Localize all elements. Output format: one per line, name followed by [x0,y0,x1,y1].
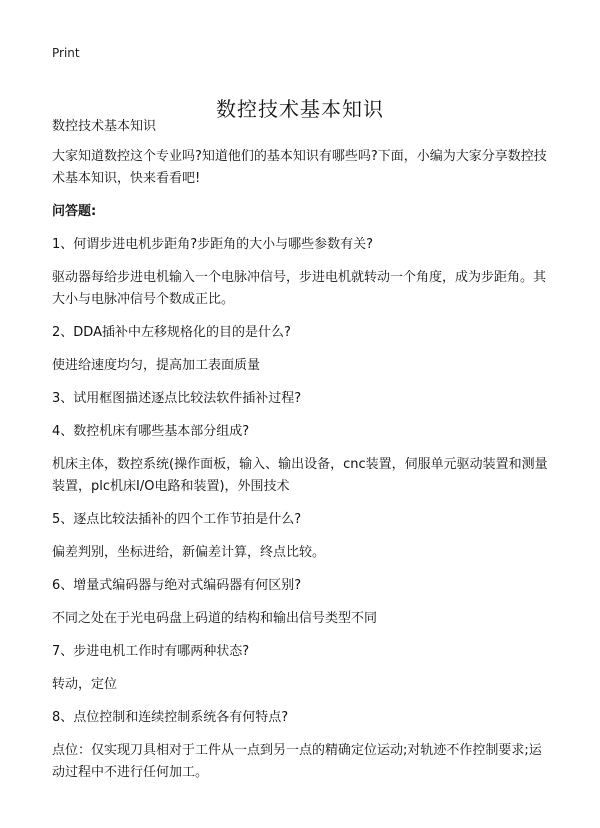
answer-8: 点位：仅实现刀具相对于工件从一点到另一点的精确定位运动;对轨迹不作控制要求;运动过程中不进行任何加工。 [52,743,542,780]
question-7: 7、步进电机工作时有哪两种状态? [52,644,250,659]
question-1: 1、何谓步进电机步距角?步距角的大小与哪些参数有关? [52,237,374,252]
intro-paragraph: 大家知道数控这个专业吗?知道他们的基本知识有哪些吗?下面，小编为大家分享数控技术基本知识，快来看看吧! [52,149,547,186]
document-title: 数控技术基本知识 [216,97,384,122]
question-5: 5、逐点比较法插补的四个工作节拍是什么? [52,512,302,527]
question-3: 3、试用框图描述逐点比较法软件插补过程? [52,391,302,406]
answer-6: 不同之处在于光电码盘上码道的结构和输出信号类型不同 [52,611,378,626]
answer-4: 机床主体，数控系统(操作面板，输入、输出设备，cnc装置，伺服单元驱动装置和测量装置，plc机床I/O电路和装置)，外围技术 [52,457,548,494]
document-subtitle: 数控技术基本知识 [52,119,157,134]
section-heading: 问答题: [52,204,97,219]
document-body [52,116,552,795]
question-6: 6、增量式编码器与绝对式编码器有何区别? [52,578,302,593]
question-4: 4、数控机床有哪些基本部分组成? [52,424,250,439]
answer-1: 驱动器每给步进电机输入一个电脉冲信号，步进电机就转动一个角度，成为步距角。其大小与电脉冲信号个数成正比。 [52,270,547,307]
answer-5: 偏差判别，坐标进给，新偏差计算，终点比较。 [52,545,326,560]
question-8: 8、点位控制和连续控制系统各有何特点? [52,710,289,725]
answer-2: 使进给速度均匀，提高加工表面质量 [52,358,261,373]
question-2: 2、DDA插补中左移规格化的目的是什么? [52,325,291,340]
answer-7: 转动，定位 [52,677,118,692]
print-label: Print [52,46,80,60]
